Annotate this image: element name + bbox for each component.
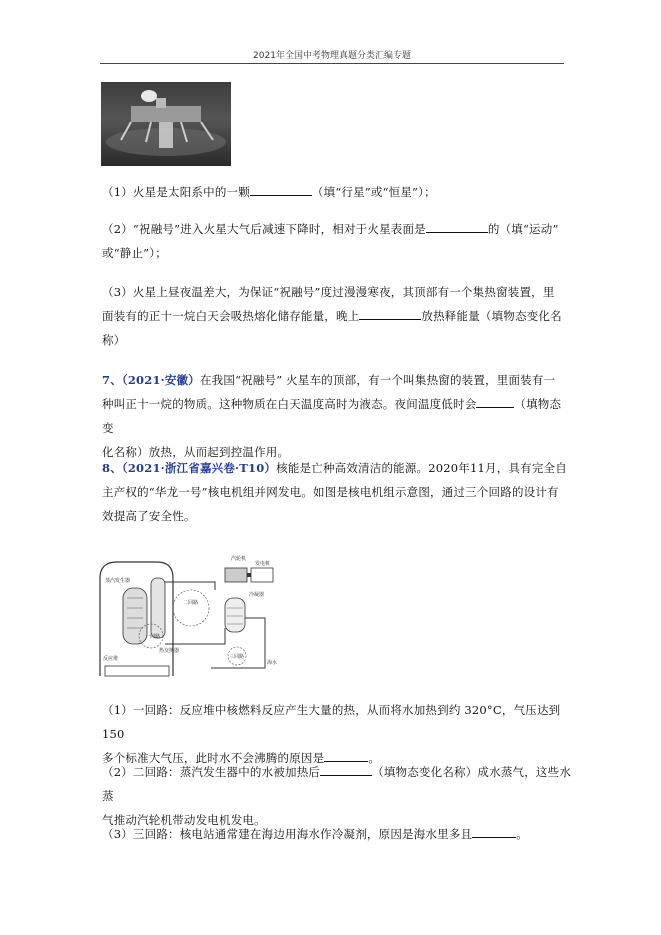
label-condenser: 冷凝器 [249,592,265,598]
label-loop3: 三回路 [229,654,245,660]
question-7: 7、（2021·安徽）在我国“祝融号” 火星车的顶部，有一个叫集热窗的装置，里面装有一 种叫正十一烷的物质。这种物质在白天温度高时为液态。夜间温度低时会 （填物态变 化名称）放热，从而起到控温作用。 [102,373,562,459]
answer-blank[interactable] [426,220,488,233]
q8-part1: （1）一回路：反应堆中核燃料反应产生大量的热，从而将水加热到约 320°C，气压达到 150 多个标准大气压，此时水不会沸腾的原因是 。 [102,703,561,765]
label-loop1: 一回路 [145,634,161,640]
q8-part2: （2）二回路：蒸汽发生器中的水被加热后 （填物态变化名称）成水蒸气，这些水蒸 气推动汽轮机带动发电机发电。 [102,765,572,827]
label-generator: 发电机 [255,561,271,567]
q6-part1: （1）火星是太阳系中的一颗 （填“行星”或“恒星”）； [102,185,436,199]
page-header: 2021年全国中考物理真题分类汇编专题 [253,51,411,61]
label-seawater: 海水 [267,660,278,666]
q6-part3: （3）火星上昼夜温差大，为保证“祝融号”度过漫漫寒夜，其顶部有一个集热窗装置，里 面装有的正十一烷白天会吸热熔化储存能量，晚上 放热释能量（填物态变化名 称） [102,285,562,347]
label-loop2: 二回路 [183,600,199,606]
answer-blank[interactable] [250,183,312,196]
label-steam-generator: 蒸汽发生器 [105,578,131,584]
mars-rover-photo [101,82,231,166]
q8-part3: （3）三回路：核电站通常建在海边用海水作冷凝剂，原因是海水里多且 。 [102,827,528,841]
label-reactor: 反应堆 [103,656,119,662]
answer-blank[interactable] [476,395,514,408]
question-8: 8、（2021·浙江省嘉兴卷·T10）核能是亡种高效清洁的能源。2020年11月，具有完全自 主产权的“华龙一号”核电机组并网发电。如图是核电机组示意图，通过三个回路的设计有 效提高了安全性。 [102,461,567,523]
question-number: 7、（2021·安徽） [102,373,200,387]
question-number: 8、（2021·浙江省嘉兴卷·T10） [102,461,277,475]
answer-blank[interactable] [320,763,372,776]
answer-blank[interactable] [359,307,421,320]
q6-part2: （2）“祝融号”进入火星大气后减速下降时，相对于火星表面是 的（填“运动” 或“静止”）； [102,222,559,260]
header-divider [100,63,564,64]
label-turbine: 汽轮机 [231,556,247,562]
label-heat-exchanger: 热交换器 [159,648,180,654]
nuclear-plant-diagram [95,548,295,680]
answer-blank[interactable] [472,825,516,838]
